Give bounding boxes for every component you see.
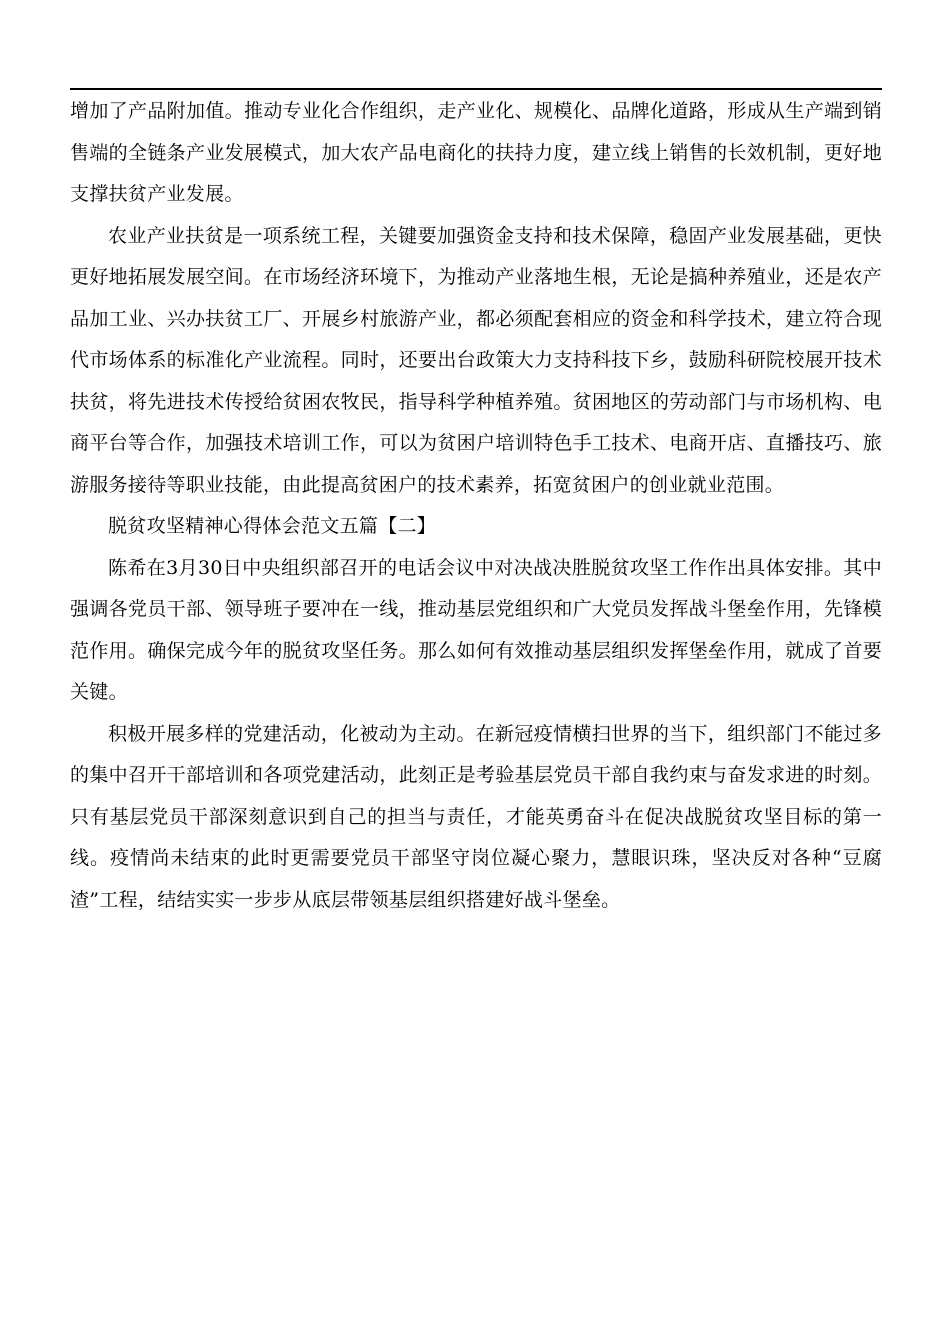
paragraph-continuation: 增加了产品附加值。推动专业化合作组织，走产业化、规模化、品牌化道路，形成从生产端到销售端的全链条产业发展模式，加大农产品电商化的扶持力度，建立线上销售的长效机制，更好地支撑扶贫产业发展。 <box>70 100 882 205</box>
section-heading: 脱贫攻坚精神心得体会范文五篇【二】 <box>108 515 437 537</box>
document-page <box>70 0 882 1344</box>
paragraph-meeting-arrangement: 陈希在3月30日中央组织部召开的电话会议中对决战决胜脱贫攻坚工作作出具体安排。其中强调各党员干部、领导班子要冲在一线，推动基层党组织和广大党员发挥战斗堡垒作用，先锋模范作用。确保完成今年的脱贫攻坚任务。那么如何有效推动基层组织发挥堡垒作用，就成了首要关键。 <box>70 556 882 703</box>
paragraph-agriculture-poverty-alleviation: 农业产业扶贫是一项系统工程，关键要加强资金支持和技术保障，稳固产业发展基础，更快更好地拓展发展空间。在市场经济环境下，为推动产业落地生根，无论是搞种养殖业，还是农产品加工业、兴办扶贫工厂、开展乡村旅游产业，都必须配套相应的资金和科学技术，建立符合现代市场体系的标准化产业流程。同时，还要出台政策大力支持科技下乡，鼓励科研院校展开技术扶贫，将先进技术传授给贫困农牧民，指导科学种植养殖。贫困地区的劳动部门与市场机构、电商平台等合作，加强技术培训工作，可以为贫困户培训特色手工技术、电商开店、直播技巧、旅游服务接待等职业技能，由此提高贫困户的技术素养，拓宽贫困户的创业就业范围。 <box>70 224 882 496</box>
paragraph-party-activities: 积极开展多样的党建活动，化被动为主动。在新冠疫情横扫世界的当下，组织部门不能过多的集中召开干部培训和各项党建活动，此刻正是考验基层党员干部自我约束与奋发求进的时刻。只有基层党员干部深刻意识到自己的担当与责任，才能英勇奋斗在促决战脱贫攻坚目标的第一线。疫情尚未结束的此时更需要党员干部坚守岗位凝心聚力，慧眼识珠，坚决反对各种“豆腐渣”工程，结结实实一步步从底层带领基层组织搭建好战斗堡垒。 <box>70 722 882 911</box>
header-rule <box>70 88 882 90</box>
document-body <box>70 91 882 921</box>
